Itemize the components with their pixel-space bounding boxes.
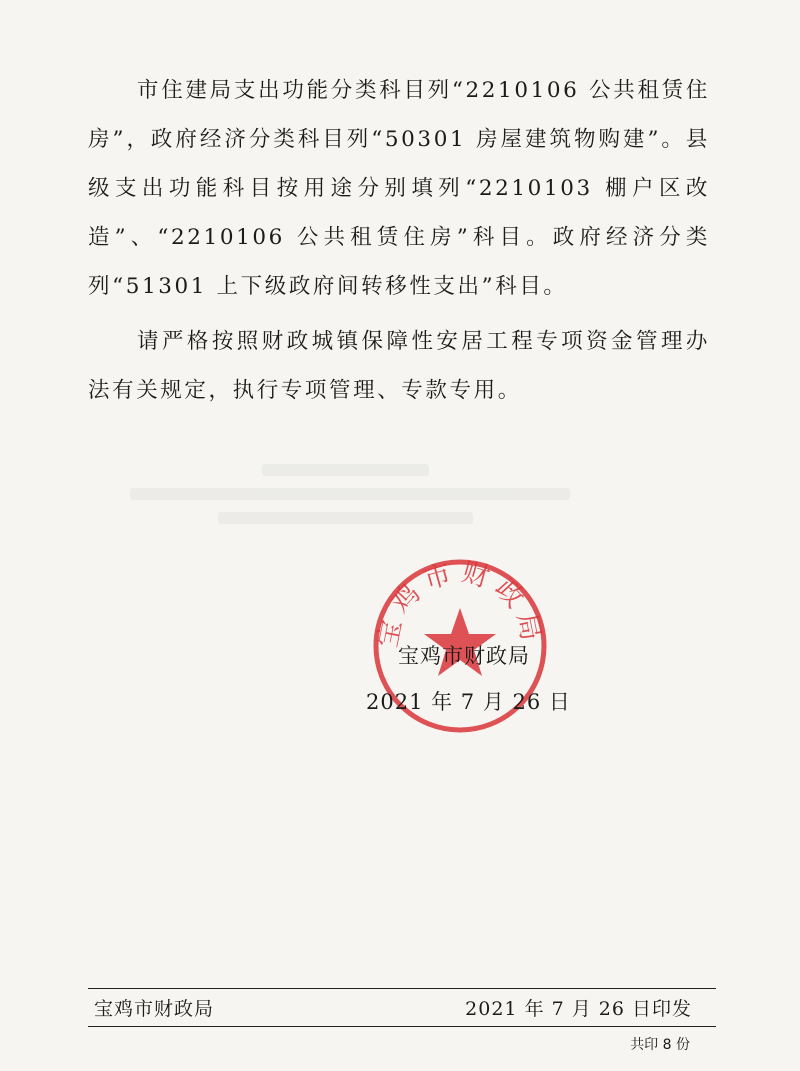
signing-date: 2021 年 7 月 26 日 (366, 690, 571, 714)
bleed-through-text (130, 452, 570, 562)
footer-top-rule (88, 988, 716, 989)
seal-text: 宝鸡市财政局 (372, 556, 548, 651)
print-copies: 共印 8 份 (630, 1037, 690, 1053)
signer-name: 宝鸡市财政局 (398, 644, 530, 668)
footer-issuer: 宝鸡市财政局 (94, 998, 215, 1020)
footer-issue-date: 2021 年 7 月 26 日印发 (465, 998, 692, 1020)
paragraph-budget-subjects: 市住建局支出功能分类科目列“2210106 公共租赁住房”，政府经济分类科目列“50301 房屋建筑物购建”。县级支出功能科目按用途分别填列“2210103 棚户区改造”、“2210106 公共租赁住房”科目。政府经济分类列“51301 上下级政府间转移性支出”科目。 (88, 78, 710, 299)
paragraph-fund-management: 请严格按照财政城镇保障性安居工程专项资金管理办法有关规定，执行专项管理、专款专用。 (88, 329, 710, 403)
footer-bottom-rule (88, 1026, 716, 1027)
body-text (88, 66, 710, 415)
